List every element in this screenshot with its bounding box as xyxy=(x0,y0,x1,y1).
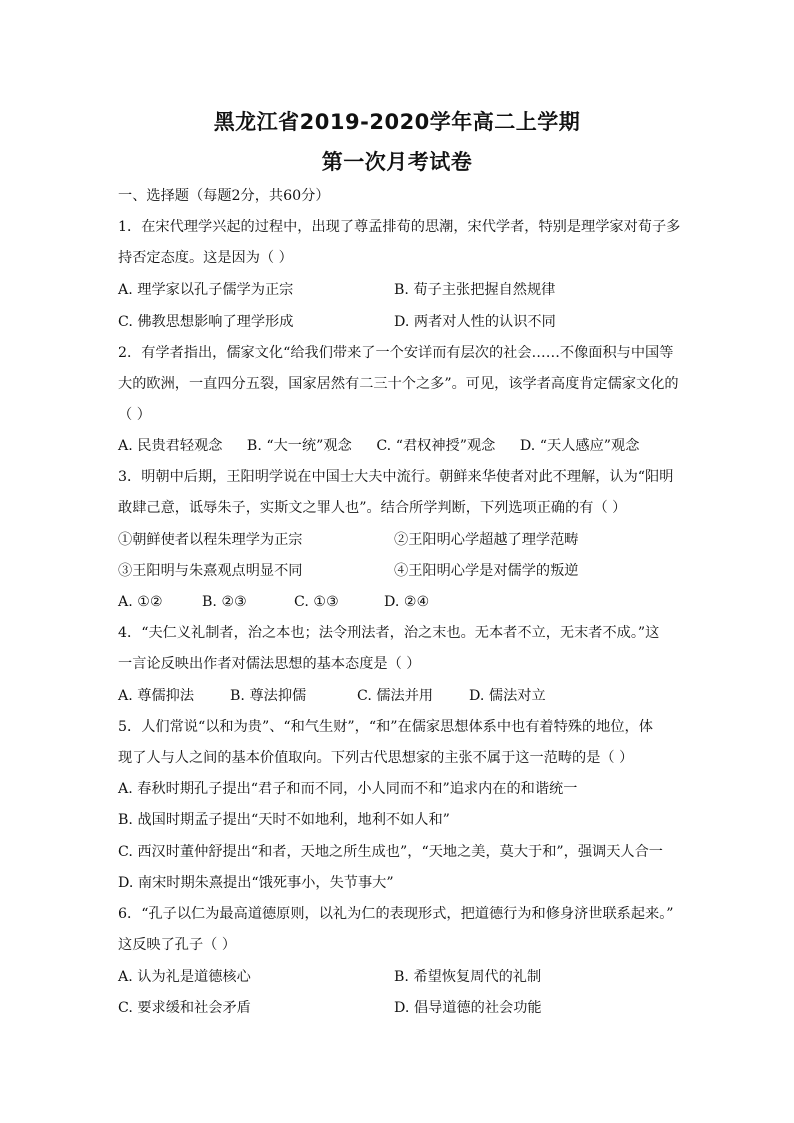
question-3-option-b: B. ②③ xyxy=(202,594,247,610)
question-2-option-c: C. “君权神授”观念 xyxy=(376,438,496,454)
question-5-option-a: A. 春秋时期孔子提出“君子和而不同，小人同而不和”追求内在的和谐统一 xyxy=(118,781,578,797)
question-4-option-d: D. 儒法对立 xyxy=(469,688,546,704)
question-4-options xyxy=(118,687,546,705)
question-3-text-cont: 敢肆己意，诋辱朱子，实斯文之罪人也”。结合所学判断，下列选项正确的有（ ） xyxy=(118,500,627,516)
question-1-text: 1．在宋代理学兴起的过程中，出现了尊孟排荀的思潮，宋代学者，特别是理学家对荀子多 xyxy=(118,219,681,235)
question-3-text: 3．明朝中后期，王阳明学说在中国士大夫中流行。朝鲜来华使者对此不理解，认为“阳明 xyxy=(118,469,674,485)
question-2-option-d: D. “天人感应”观念 xyxy=(519,438,640,454)
question-6-option-a: A. 认为礼是道德核心 xyxy=(118,969,251,985)
question-4-text: 4．“夫仁义礼制者，治之本也；法令刑法者，治之末也。无本者不立，无末者不成。”这 xyxy=(118,625,660,641)
question-6-option-d: D. 倡导道德的社会功能 xyxy=(394,1000,542,1016)
question-6-option-b: B. 希望恢复周代的礼制 xyxy=(394,969,542,985)
question-1-text-cont: 持否定态度。这是因为（ ） xyxy=(118,250,293,266)
question-4-option-a: A. 尊儒抑法 xyxy=(118,688,195,704)
question-4-option-b: B. 尊法抑儒 xyxy=(230,688,307,704)
question-1-option-a: A. 理学家以孔子儒学为正宗 xyxy=(118,282,294,298)
question-5-option-d: D. 南宋时期朱熹提出“饿死事小，失节事大” xyxy=(118,875,394,891)
question-3-option-d: D. ②④ xyxy=(384,594,430,610)
exam-title-line2: 第一次月考试卷 xyxy=(321,150,473,174)
question-6-option-c: C. 要求缓和社会矛盾 xyxy=(118,1000,251,1016)
question-1-option-b: B. 荀子主张把握自然规律 xyxy=(394,282,556,298)
question-6-text: 6．“孔子以仁为最高道德原则，以礼为仁的表现形式，把道德行为和修身济世联系起来。” xyxy=(118,906,674,922)
question-2-text: 2．有学者指出，儒家文化“给我们带来了一个安详而有层次的社会……不像面积与中国等 xyxy=(118,345,674,361)
question-4-text-cont: 一言论反映出作者对儒法思想的基本态度是（ ） xyxy=(118,656,421,672)
question-5-option-c: C. 西汉时董仲舒提出“和者，天地之所生成也”，“天地之美，莫大于和”，强调天人合一 xyxy=(118,844,663,860)
question-2-option-b: B. “大一统”观念 xyxy=(246,438,352,454)
question-3-statement-4: ④王阳明心学是对儒学的叛逆 xyxy=(394,563,579,579)
question-5-text-cont: 现了人与人之间的基本价值取向。下列古代思想家的主张不属于这一范畴的是（ ） xyxy=(118,750,634,766)
question-3-options xyxy=(118,593,429,611)
question-1-option-d: D. 两者对人性的认识不同 xyxy=(394,314,556,330)
question-2-option-a: A. 民贵君轻观念 xyxy=(118,438,223,454)
question-3-statement-2: ②王阳明心学超越了理学范畴 xyxy=(394,532,579,548)
question-2-text-blank: （ ） xyxy=(118,407,151,423)
question-3-option-a: A. ①② xyxy=(118,594,163,610)
question-2-text-cont: 大的欧洲，一直四分五裂，国家居然有二三十个之多”。可见，该学者高度肯定儒家文化的 xyxy=(118,376,679,392)
question-6-text-cont: 这反映了孔子（ ） xyxy=(118,937,237,953)
exam-title-line1: 黑龙江省2019-2020学年高二上学期 xyxy=(213,110,581,134)
question-3-statement-3: ③王阳明与朱熹观点明显不同 xyxy=(118,563,303,579)
question-3-option-c: C. ①③ xyxy=(294,594,339,610)
question-4-option-c: C. 儒法并用 xyxy=(357,688,434,704)
question-5-text: 5．人们常说“以和为贵”、“和气生财”，“和”在儒家思想体系中也有着特殊的地位，体 xyxy=(118,719,653,735)
question-2-options xyxy=(118,437,659,455)
question-3-statement-1: ①朝鲜使者以程朱理学为正宗 xyxy=(118,532,303,548)
question-5-option-b: B. 战国时期孟子提出“天时不如地利，地利不如人和” xyxy=(118,812,450,828)
question-1-option-c: C. 佛教思想影响了理学形成 xyxy=(118,314,294,330)
section-heading: 一、选择题（每题2分，共60分） xyxy=(118,188,330,204)
